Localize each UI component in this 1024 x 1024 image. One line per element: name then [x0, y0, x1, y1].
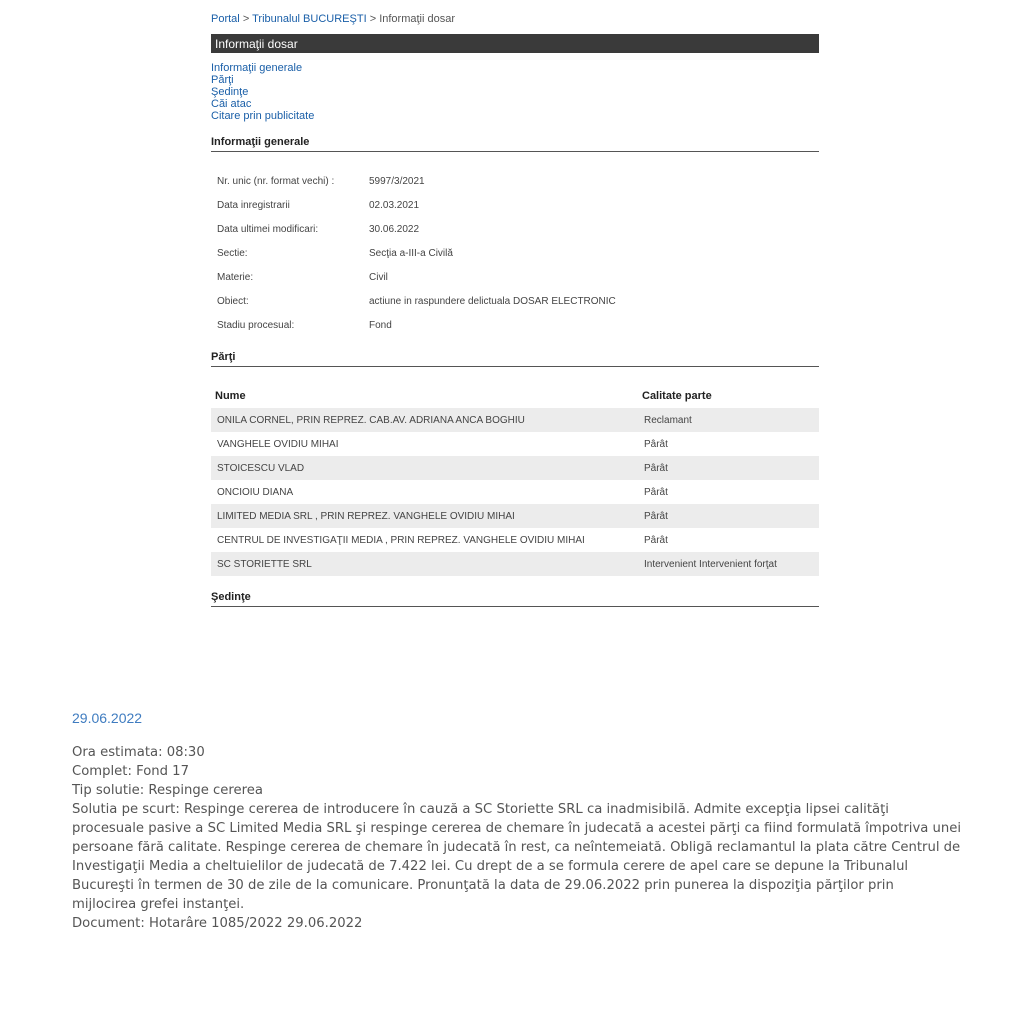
party-role: Reclamant — [644, 415, 692, 426]
breadcrumb — [211, 13, 455, 25]
hearing-solution-type: Tip solutie: Respinge cererea — [72, 783, 263, 798]
title-bar — [211, 34, 819, 53]
table-row — [211, 552, 819, 576]
info-label: Data inregistrarii — [217, 200, 290, 211]
party-role: Pârât — [644, 439, 668, 450]
section-title: Părţi — [211, 351, 236, 363]
column-header-name: Nume — [215, 390, 246, 402]
party-name: SC STORIETTE SRL — [217, 559, 312, 570]
info-label: Stadiu procesual: — [217, 320, 295, 331]
info-label: Sectie: — [217, 248, 248, 259]
party-name: ONILA CORNEL, PRIN REPREZ. CAB.AV. ADRIANA ANCA BOGHIU — [217, 415, 525, 426]
party-role: Pârât — [644, 463, 668, 474]
info-label: Obiect: — [217, 296, 249, 307]
info-label: Nr. unic (nr. format vechi) : — [217, 176, 335, 187]
info-label: Data ultimei modificari: — [217, 224, 319, 235]
party-name: VANGHELE OVIDIU MIHAI — [217, 439, 339, 450]
party-name: ONCIOIU DIANA — [217, 487, 294, 498]
hearing-document: Document: Hotarâre 1085/2022 29.06.2022 — [72, 916, 363, 931]
table-header — [211, 384, 819, 408]
hearing-estimated-time: Ora estimata: 08:30 — [72, 745, 205, 760]
breadcrumb-current: Informaţii dosar — [379, 13, 455, 25]
info-label: Materie: — [217, 272, 254, 283]
table-row — [211, 432, 819, 456]
nav-link-parties[interactable]: Părţi — [211, 74, 234, 86]
table-row — [211, 408, 819, 432]
party-name: STOICESCU VLAD — [217, 463, 305, 474]
section-nav — [211, 62, 314, 122]
hearing-solution-summary: Solutia pe scurt: Respinge cererea de introducere în cauză a SC Storiette SRL ca inadmisibilă. Admite excepţia lipsei calităţi procesuale pasive a SC Limited Media SRL şi respinge cererea de chemare în judecată a acestei părţi ca fiind formulată împotriva unei persoane fără calitate. Respinge cererea de chemare în judecată în rest, ca neîntemeiată. Obligă reclamantul la plata către Centrul de Investigaţii Media a cheltuielilor de judecată de 7.422 lei. Cu drept de a se formula cerere de apel care se depune la Tribunalul Bucureşti în termen de 30 de zile de la comunicare. Pronunţată la data de 29.06.2022 prin punerea la dispoziţia părţilor prin mijlocirea grefei instanţei. — [72, 802, 962, 912]
table-row — [211, 480, 819, 504]
section-title: Şedinţe — [211, 591, 251, 603]
table-row — [211, 456, 819, 480]
nav-link-general-info[interactable]: Informaţii generale — [211, 62, 303, 74]
info-value: 5997/3/2021 — [369, 176, 425, 187]
party-role: Pârât — [644, 535, 668, 546]
info-value: Civil — [369, 272, 388, 283]
table-row — [211, 504, 819, 528]
nav-link-appeals[interactable]: Căi atac — [211, 98, 252, 110]
info-value: 30.06.2022 — [369, 224, 420, 235]
info-value: 02.03.2021 — [369, 200, 420, 211]
hearing-body — [72, 743, 962, 933]
breadcrumb-court-link[interactable]: Tribunalul BUCUREŞTI — [252, 13, 367, 25]
party-role: Pârât — [644, 511, 668, 522]
section-header-parties — [211, 351, 819, 367]
party-role: Pârât — [644, 487, 668, 498]
party-name: CENTRUL DE INVESTIGAŢII MEDIA , PRIN REPREZ. VANGHELE OVIDIU MIHAI — [217, 535, 585, 546]
hearing-date: 29.06.2022 — [72, 710, 143, 726]
info-value: Secţia a-III-a Civilă — [369, 248, 453, 259]
section-header-hearings — [211, 591, 819, 607]
section-title: Informaţii generale — [211, 136, 310, 148]
nav-link-public-summons[interactable]: Citare prin publicitate — [211, 110, 315, 122]
hearing-detail — [72, 710, 962, 933]
table-row — [211, 528, 819, 552]
breadcrumb-separator: > — [369, 13, 377, 25]
parties-table — [211, 384, 819, 576]
breadcrumb-portal-link[interactable]: Portal — [211, 13, 240, 25]
section-header-general-info — [211, 136, 819, 152]
party-role: Intervenient Intervenient forţat — [644, 559, 777, 570]
page-title: Informaţii dosar — [215, 37, 298, 51]
column-header-role: Calitate parte — [642, 390, 712, 402]
hearing-panel: Complet: Fond 17 — [72, 764, 189, 779]
info-value: actiune in raspundere delictuala DOSAR ELECTRONIC — [369, 296, 616, 307]
nav-link-hearings[interactable]: Şedinţe — [211, 86, 249, 98]
info-value: Fond — [369, 320, 392, 331]
breadcrumb-separator: > — [242, 13, 250, 25]
party-name: LIMITED MEDIA SRL , PRIN REPREZ. VANGHELE OVIDIU MIHAI — [217, 511, 515, 522]
